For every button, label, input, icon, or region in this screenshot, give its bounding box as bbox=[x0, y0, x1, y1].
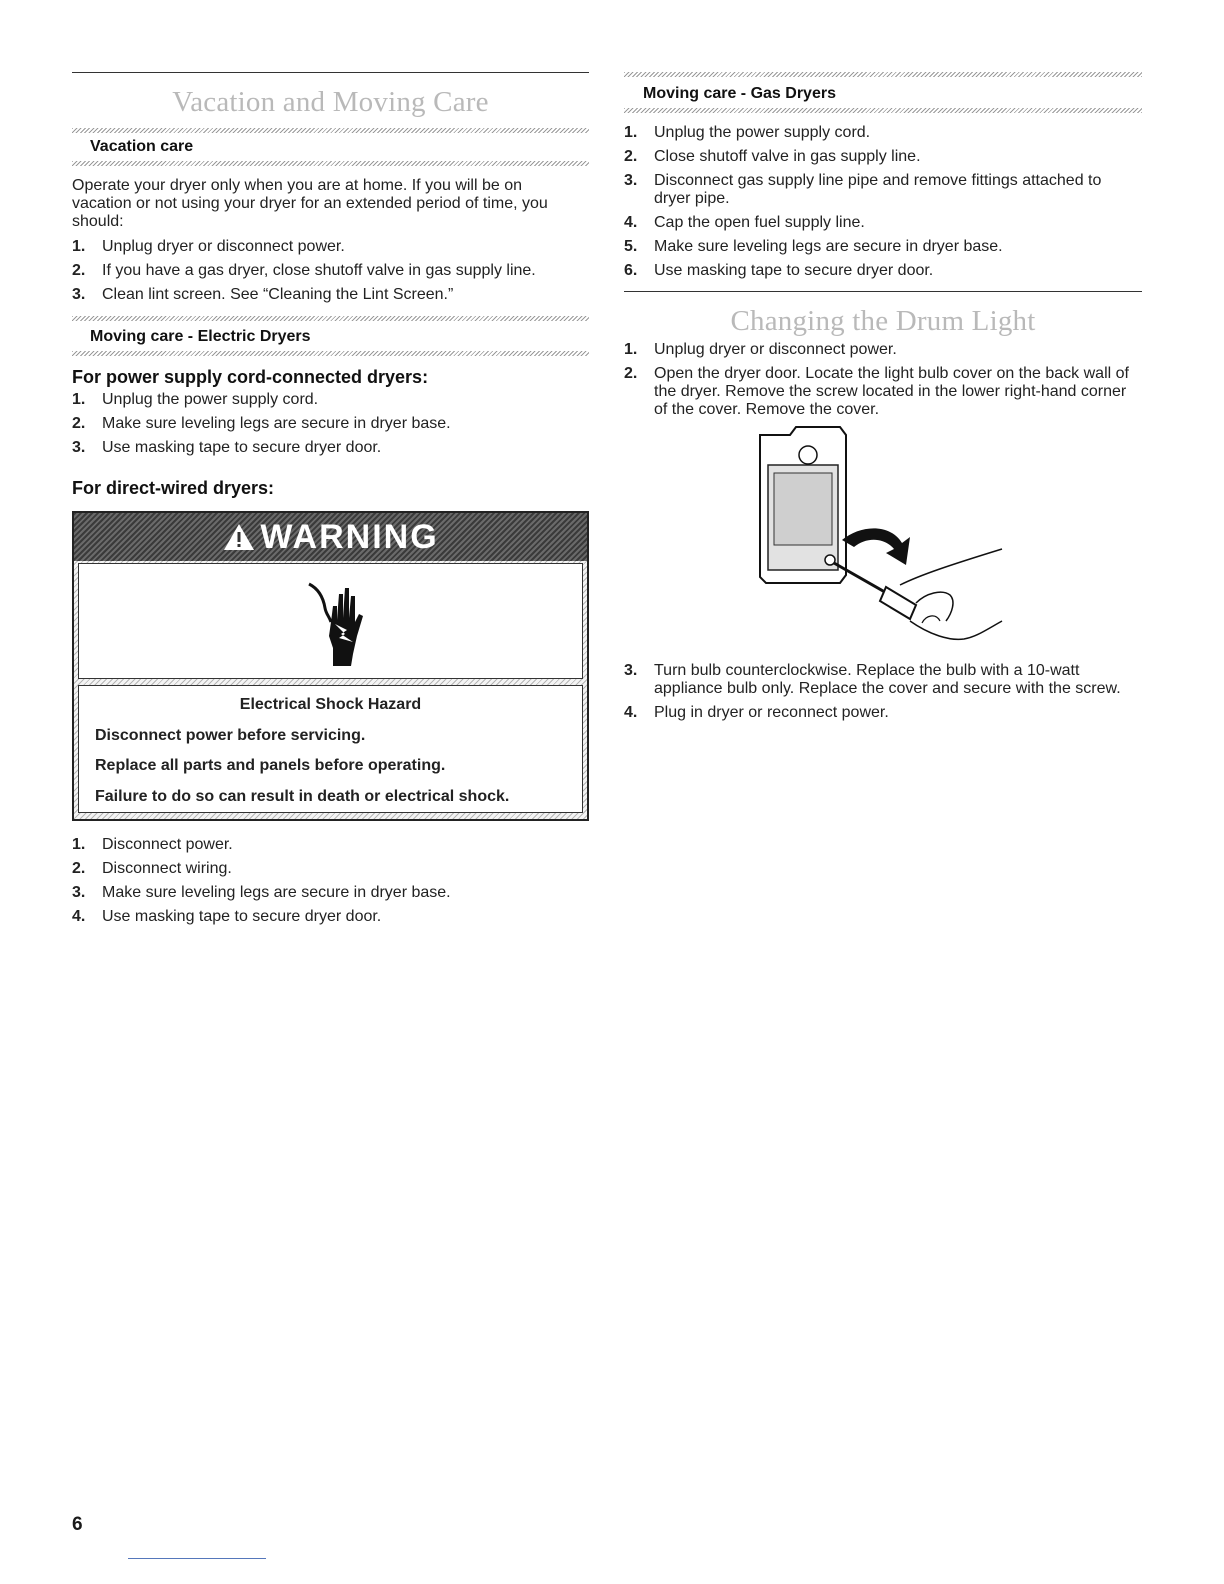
electrical-shock-hand-icon bbox=[307, 576, 371, 670]
divider bbox=[72, 128, 589, 133]
list-item: 6. Use masking tape to secure dryer door. bbox=[624, 262, 934, 279]
direct-wired-steps bbox=[72, 836, 589, 926]
list-item: 1. Unplug dryer or disconnect power. bbox=[624, 341, 897, 358]
vacation-care-steps bbox=[72, 238, 589, 304]
cord-connected-heading: For power supply cord-connected dryers: bbox=[72, 367, 429, 387]
list-item: 4. Use masking tape to secure dryer door. bbox=[72, 908, 382, 925]
moving-gas-steps bbox=[624, 124, 1142, 280]
list-item: 1. Unplug dryer or disconnect power. bbox=[72, 238, 345, 255]
list-item: 2. Close shutoff valve in gas supply line. bbox=[624, 148, 921, 165]
section-title-vacation: Vacation and Moving Care bbox=[172, 86, 489, 118]
warning-line: Disconnect power before servicing. bbox=[95, 727, 366, 744]
cord-connected-steps bbox=[72, 391, 589, 457]
list-item: 2. Make sure leveling legs are secure in dryer base. bbox=[72, 415, 451, 432]
section-title-drum-light: Changing the Drum Light bbox=[730, 305, 1036, 337]
warning-title: WARNING bbox=[222, 518, 438, 557]
divider bbox=[624, 72, 1142, 77]
divider bbox=[624, 108, 1142, 113]
warning-box bbox=[72, 511, 589, 821]
list-item: 1. Unplug the power supply cord. bbox=[624, 124, 871, 141]
hazard-title: Electrical Shock Hazard bbox=[239, 696, 422, 713]
divider bbox=[72, 316, 589, 321]
vacation-care-heading: Vacation care bbox=[90, 138, 194, 155]
section-rule-right bbox=[624, 291, 1142, 292]
vacation-care-intro: Operate your dryer only when you are at home. If you will be on vacation or not using your dryer for an extended period of time, you should: bbox=[72, 177, 548, 230]
warning-header bbox=[74, 513, 587, 561]
list-item: 3. Disconnect gas supply line pipe and remove fittings attached to dryer pipe. bbox=[624, 172, 1102, 207]
moving-gas-heading: Moving care - Gas Dryers bbox=[643, 85, 836, 102]
light-bulb-cover-removal-illustration bbox=[750, 425, 1020, 650]
list-item: 2. Open the dryer door. Locate the light bulb cover on the back wall of the dryer. Remove the screw located in the lower right-hand corner of the cover. Remove the cover. bbox=[624, 365, 1129, 418]
list-item: 4. Plug in dryer or reconnect power. bbox=[624, 704, 889, 721]
divider bbox=[72, 161, 589, 166]
top-rule-left bbox=[72, 72, 589, 73]
warning-triangle-icon bbox=[222, 522, 256, 552]
list-item: 5. Make sure leveling legs are secure in dryer base. bbox=[624, 238, 1003, 255]
list-item: 1. Unplug the power supply cord. bbox=[72, 391, 319, 408]
drum-light-steps-after bbox=[624, 662, 1142, 722]
warning-line: Replace all parts and panels before operating. bbox=[95, 757, 446, 774]
list-item: 4. Cap the open fuel supply line. bbox=[624, 214, 865, 231]
warning-line: Failure to do so can result in death or electrical shock. bbox=[95, 788, 510, 805]
footer-rule bbox=[128, 1558, 266, 1559]
list-item: 1. Disconnect power. bbox=[72, 836, 233, 853]
warning-text-panel bbox=[78, 685, 583, 813]
list-item: 3. Use masking tape to secure dryer door. bbox=[72, 439, 382, 456]
list-item: 2. If you have a gas dryer, close shutoff valve in gas supply line. bbox=[72, 262, 536, 279]
list-item: 3. Turn bulb counterclockwise. Replace the bulb with a 10-watt appliance bulb only. Replace the cover and secure with the screw. bbox=[624, 662, 1121, 697]
divider bbox=[72, 351, 589, 356]
list-item: 3. Clean lint screen. See “Cleaning the Lint Screen.” bbox=[72, 286, 454, 303]
drum-light-steps-before bbox=[624, 341, 1142, 419]
warning-icon-panel bbox=[78, 563, 583, 679]
moving-electric-heading: Moving care - Electric Dryers bbox=[90, 328, 311, 345]
page-number: 6 bbox=[72, 1514, 83, 1535]
list-item: 3. Make sure leveling legs are secure in dryer base. bbox=[72, 884, 451, 901]
direct-wired-heading: For direct-wired dryers: bbox=[72, 478, 275, 498]
list-item: 2. Disconnect wiring. bbox=[72, 860, 232, 877]
